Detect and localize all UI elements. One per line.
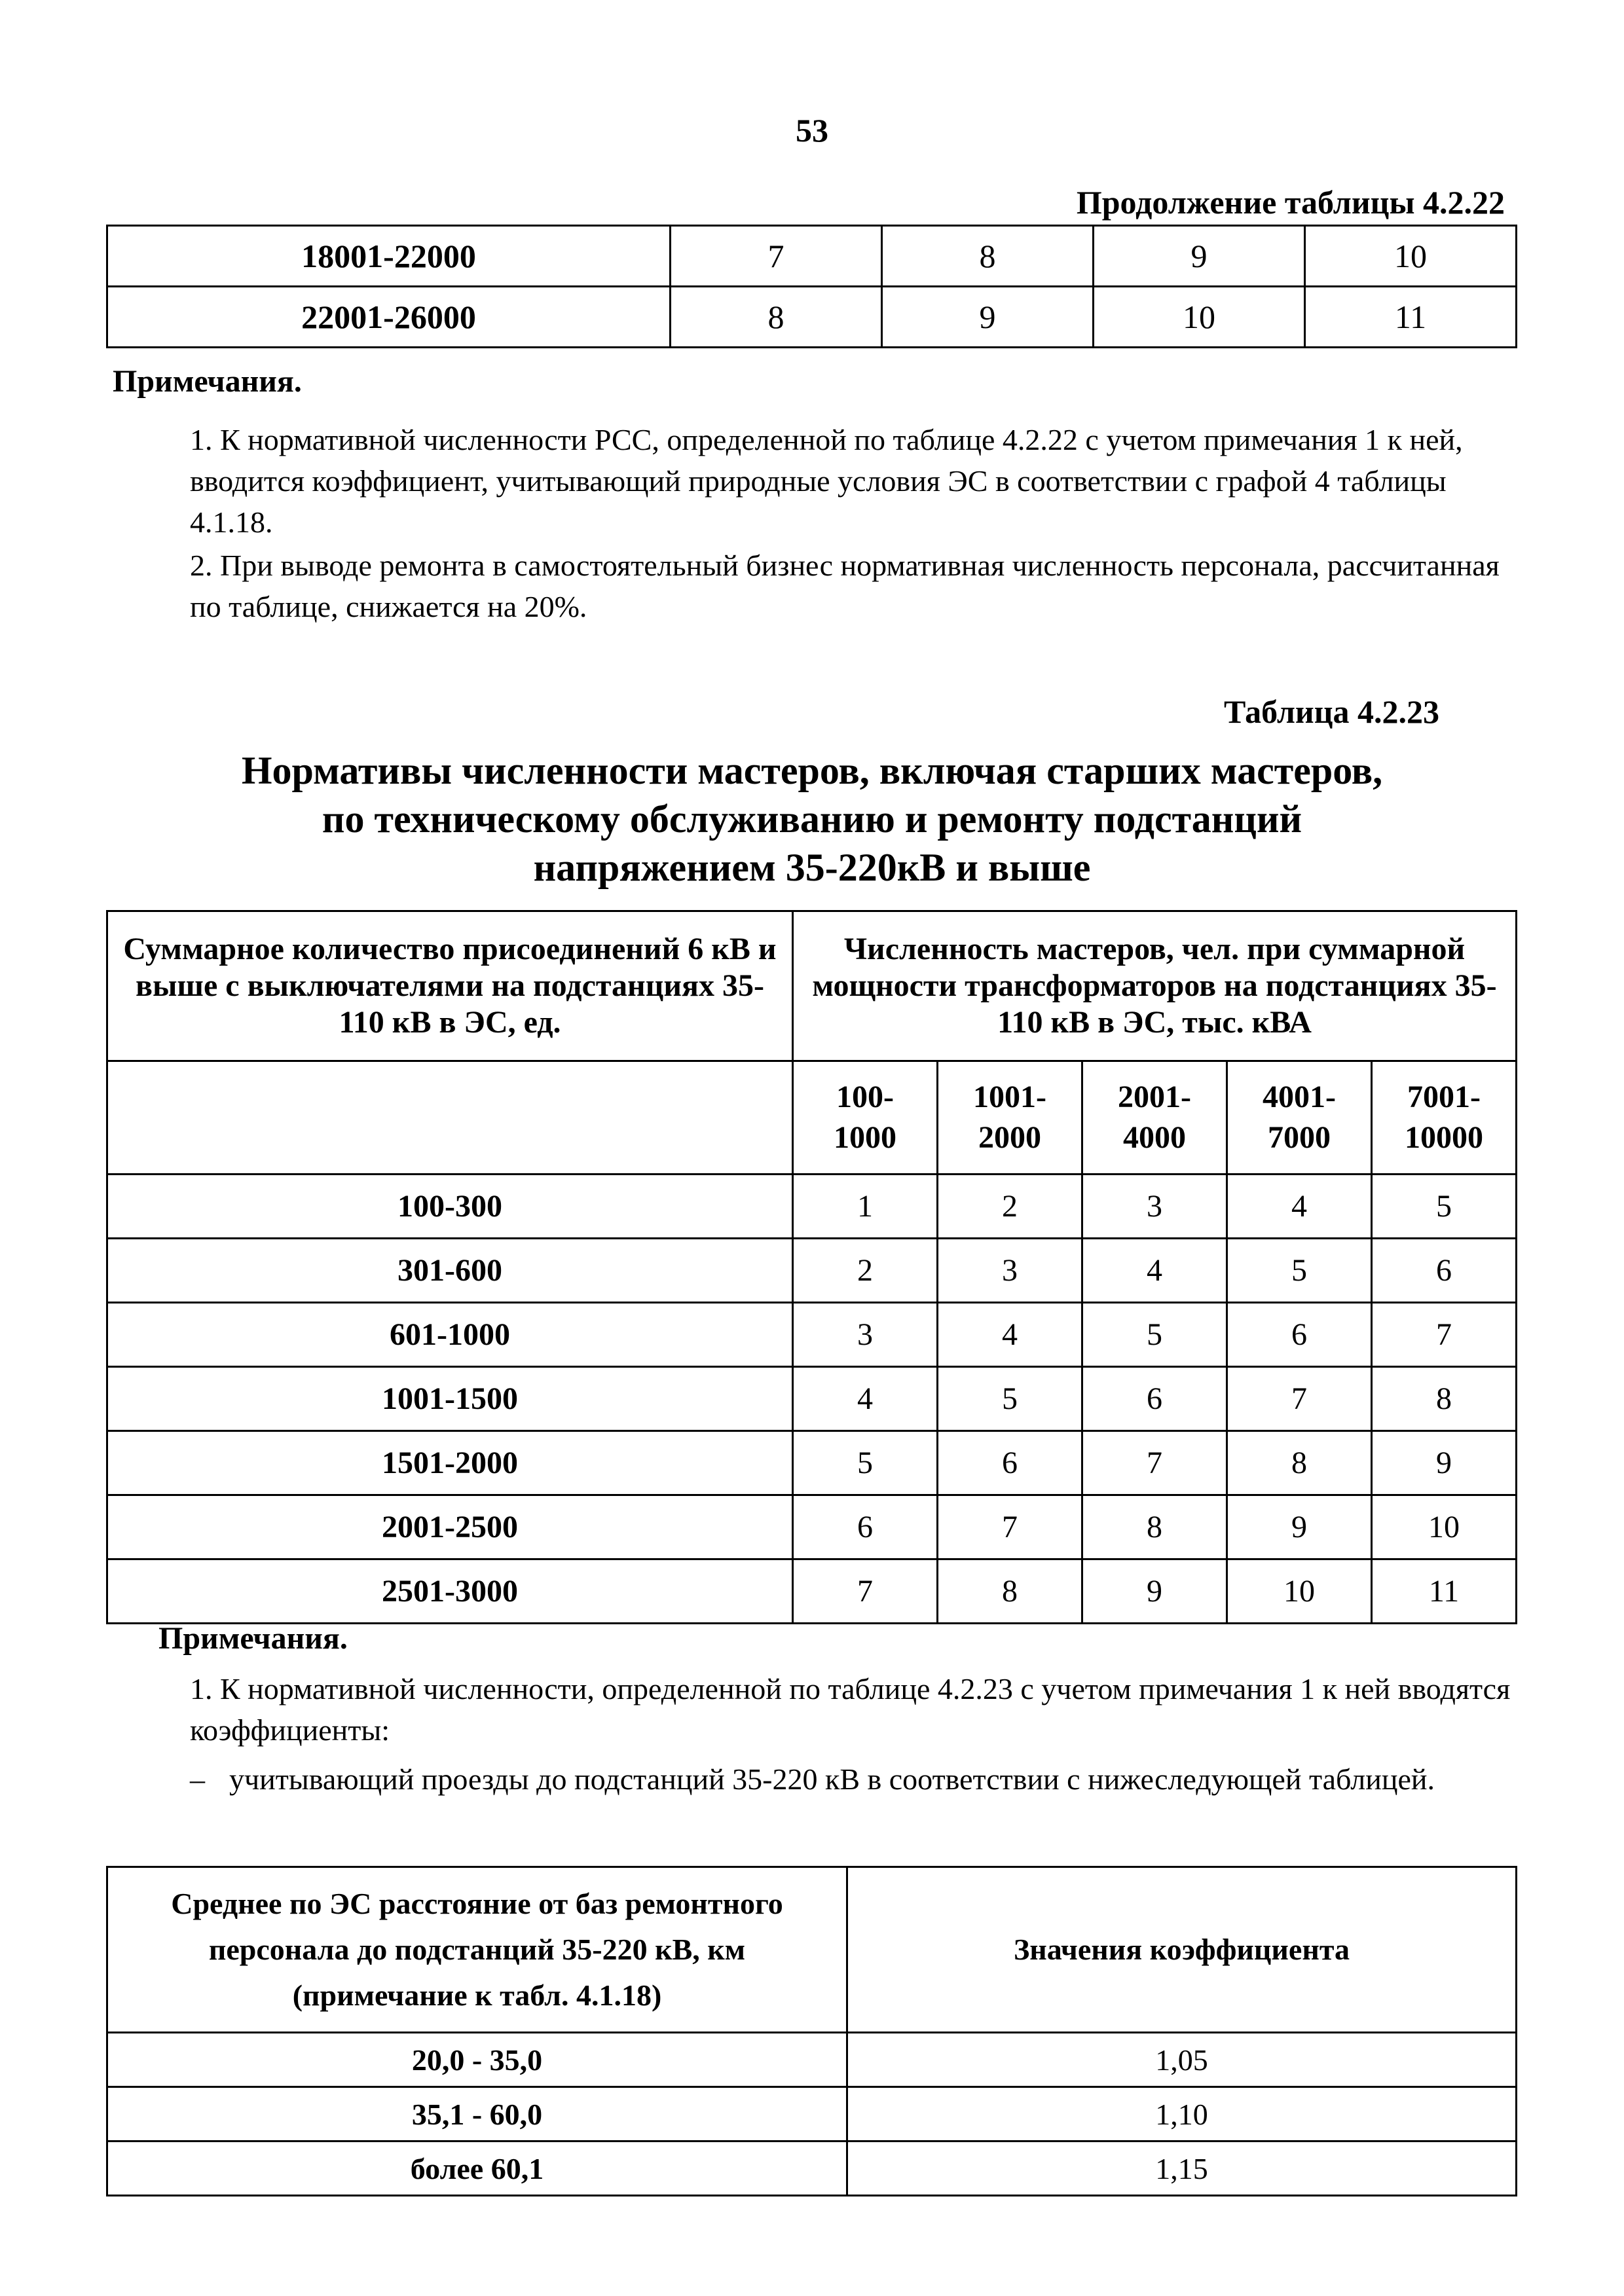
- table-cell: 9: [882, 287, 1094, 348]
- table-subheader-row: [107, 1061, 1517, 1175]
- table-cell: 10: [1372, 1495, 1517, 1559]
- page-number: 53: [796, 112, 828, 149]
- header-cell-empty: [107, 1061, 793, 1175]
- table-cell: 11: [1305, 287, 1517, 348]
- header-cell: 4001- 7000: [1227, 1061, 1372, 1175]
- dash-item-text: учитывающий проезды до подстанций 35-220 кВ в соответствии с нижеследующей таблицей.: [229, 1762, 1435, 1796]
- table-title-line: по техническому обслуживанию и ремонту подстанций: [322, 797, 1302, 841]
- notes-title: Примечания.: [158, 1621, 348, 1656]
- table-cell: 7: [1372, 1303, 1517, 1367]
- table-label: Таблица 4.2.23: [1223, 693, 1439, 730]
- table-row: [107, 1239, 1517, 1303]
- table-cell: 5: [1227, 1239, 1372, 1303]
- table-cell: 3: [938, 1239, 1082, 1303]
- table-cell: 11: [1372, 1559, 1517, 1624]
- header-cell: 2001- 4000: [1082, 1061, 1227, 1175]
- table-cell: 4: [1082, 1239, 1227, 1303]
- table-cell: 5: [793, 1431, 938, 1495]
- table-cell: 2: [938, 1175, 1082, 1239]
- table-title: [0, 746, 1624, 892]
- table-row: [107, 287, 1517, 348]
- table-cell: 5: [938, 1367, 1082, 1431]
- table-cell: 9: [1094, 226, 1305, 287]
- table-cell: 6: [938, 1431, 1082, 1495]
- table-cell: 3: [793, 1303, 938, 1367]
- table-row: [107, 1431, 1517, 1495]
- table-cell: 2: [793, 1239, 938, 1303]
- table-cell: 5: [1082, 1303, 1227, 1367]
- table-cell: 4: [938, 1303, 1082, 1367]
- table-cell: 9: [1372, 1431, 1517, 1495]
- table-cell: 6: [1372, 1239, 1517, 1303]
- table-cell: 601-1000: [107, 1303, 793, 1367]
- table-row: [107, 1367, 1517, 1431]
- table-cell: 22001-26000: [107, 287, 671, 348]
- table-cell: 1,15: [847, 2141, 1517, 2196]
- table-cell: 7: [671, 226, 882, 287]
- table-cell: 1,05: [847, 2033, 1517, 2087]
- table-cell: 9: [1082, 1559, 1227, 1624]
- table-row: [107, 1175, 1517, 1239]
- table-cell: 4: [793, 1367, 938, 1431]
- header-cell: Численность мастеров, чел. при суммарной мощности трансформаторов на подстанциях 35-110 кВ в ЭС, тыс. кВА: [793, 911, 1517, 1061]
- table-cell: 2501-3000: [107, 1559, 793, 1624]
- table-cell: 8: [1082, 1495, 1227, 1559]
- coefficient-table: [106, 1866, 1517, 2196]
- table-header-row: [107, 1867, 1517, 2033]
- table-cell: 1501-2000: [107, 1431, 793, 1495]
- table-row: [107, 2141, 1517, 2196]
- table-row: [107, 2087, 1517, 2141]
- header-cell: Суммарное количество присоединений 6 кВ и выше с выключателями на подстанциях 35-110 кВ в ЭС, ед.: [107, 911, 793, 1061]
- table-cell: 8: [882, 226, 1094, 287]
- dash-bullet: –: [190, 1762, 205, 1796]
- table-cell: 35,1 - 60,0: [107, 2087, 847, 2141]
- table-cell: 3: [1082, 1175, 1227, 1239]
- table-cell: 301-600: [107, 1239, 793, 1303]
- table-cell: 8: [1227, 1431, 1372, 1495]
- table-cell: 2001-2500: [107, 1495, 793, 1559]
- table-cell: 6: [793, 1495, 938, 1559]
- table-cell: 7: [938, 1495, 1082, 1559]
- table-4-2-22-continuation: [106, 225, 1517, 348]
- table-cell: 7: [1082, 1431, 1227, 1495]
- table-row: [107, 1495, 1517, 1559]
- table-cell: 5: [1372, 1175, 1517, 1239]
- table-cell: 6: [1082, 1367, 1227, 1431]
- table-cell: 8: [1372, 1367, 1517, 1431]
- note-paragraph: 1. К нормативной численности РСС, определенной по таблице 4.2.22 с учетом примечания 1 к ней, вводится коэффициент, учитывающий природные условия ЭС в соответствии с графой 4 таблицы 4.1.18.: [190, 423, 1463, 539]
- table-cell: 100-300: [107, 1175, 793, 1239]
- table-cell: 1: [793, 1175, 938, 1239]
- table-cell: 1,10: [847, 2087, 1517, 2141]
- table-cell: 10: [1227, 1559, 1372, 1624]
- table-cell: 18001-22000: [107, 226, 671, 287]
- table-cell: 4: [1227, 1175, 1372, 1239]
- table-row: [107, 1559, 1517, 1624]
- table-cell: 8: [671, 287, 882, 348]
- header-cell: Среднее по ЭС расстояние от баз ремонтного персонала до подстанций 35-220 кВ, км (примечание к табл. 4.1.18): [107, 1867, 847, 2033]
- table-cell: более 60,1: [107, 2141, 847, 2196]
- table-header-row: [107, 911, 1517, 1061]
- note-dash-item: [190, 1758, 1513, 1800]
- table-cell: 6: [1227, 1303, 1372, 1367]
- table-title-line: Нормативы численности мастеров, включая старших мастеров,: [241, 749, 1383, 792]
- table-cell: 1001-1500: [107, 1367, 793, 1431]
- table-continuation-label: Продолжение таблицы 4.2.22: [1076, 184, 1505, 221]
- table-cell: 8: [938, 1559, 1082, 1624]
- table-cell: 10: [1094, 287, 1305, 348]
- table-row: [107, 2033, 1517, 2087]
- table-4-2-23: [106, 910, 1517, 1624]
- header-cell: Значения коэффициента: [847, 1867, 1517, 2033]
- table-cell: 20,0 - 35,0: [107, 2033, 847, 2087]
- header-cell: 7001- 10000: [1372, 1061, 1517, 1175]
- header-cell: 1001- 2000: [938, 1061, 1082, 1175]
- table-cell: 7: [1227, 1367, 1372, 1431]
- note-paragraph: 2. При выводе ремонта в самостоятельный бизнес нормативная численность персонала, рассчитанная по таблице, снижается на 20%.: [190, 549, 1500, 623]
- note-paragraph: 1. К нормативной численности, определенной по таблице 4.2.23 с учетом примечания 1 к ней вводятся коэффициенты:: [190, 1672, 1511, 1747]
- table-cell: 7: [793, 1559, 938, 1624]
- table-cell: 9: [1227, 1495, 1372, 1559]
- notes-title: Примечания.: [113, 364, 302, 399]
- header-cell: 100- 1000: [793, 1061, 938, 1175]
- table-title-line: напряжением 35-220кВ и выше: [533, 846, 1091, 889]
- table-cell: 10: [1305, 226, 1517, 287]
- table-row: [107, 226, 1517, 287]
- table-row: [107, 1303, 1517, 1367]
